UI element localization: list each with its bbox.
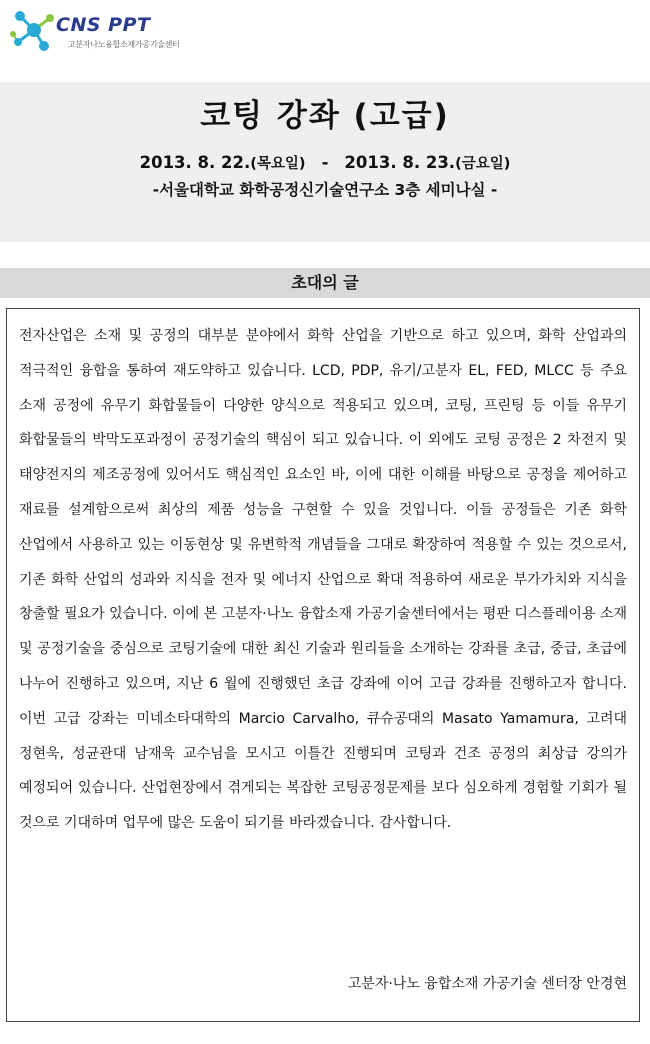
start-date: 2013. 8. 22. [139,153,251,172]
page-title: 코팅 강좌 (고급) [200,98,450,134]
logo-brand-text: CNS PPT [56,14,151,36]
section-heading: 초대의 글 [0,268,650,298]
end-date: 2013. 8. 23. [344,153,456,172]
end-day: (금요일) [455,156,511,172]
molecule-logo-icon [10,6,58,54]
start-day: (목요일) [250,156,306,172]
letter-signature: 고분자·나노 융합소재 가공기술 센터장 안경현 [347,976,627,992]
letter-box [6,308,640,1022]
event-dates [0,152,650,173]
date-separator: - [321,153,329,172]
logo-subtitle: 고분자나노융합소재가공기술센터 [68,40,180,49]
letter-body: 전자산업은 소재 및 공정의 대부분 분야에서 화학 산업을 기반으로 하고 있으며, 화학 산업과의 적극적인 융합을 통하여 재도약하고 있습니다. LCD, PDP, 유기/고분자 EL, FED, MLCC 등 주요 소재 공정에 유무기 화합물들이 다양한 양식으로 적용되고 있으며, 코팅, 프린팅 등 이들 유무기 화합물들의 박막도포과정이 공정기술의 핵심이 되고 있습니다. 이 외에도 코팅 공정은 2 차전지 및 태양전지의 제조공정에 있어서도 핵심적인 요소인 바, 이에 대한 이해를 바탕으로 공정을 제어하고 재료를 설계함으로써 최상의 제품 성능을 구현할 수 있을 것입니다. 이들 공정들은 기존 화학 산업에서 사용하고 있는 이동현상 및 유변학적 개념들을 그대로 확장하여 적용할 수 있는 것으로서, 기존 화학 산업의 성과와 지식을 전자 및 에너지 산업으로 확대 적용하여 새로운 부가가치와 지식을 창출할 필요가 있습니다. 이에 본 고분자·나노 융합소재 가공기술센터에서는 평판 디스플레이용 소재 및 공정기술을 중심으로 코팅기술에 대한 최신 기술과 원리들을 소개하는 강좌를 초급, 중급, 초급에 나누어 진행하고 있으며, 지난 6 월에 진행했던 초급 강좌에 이어 고급 강좌를 진행하고자 합니다. 이번 고급 강좌는 미네소타대학의 Marcio Carvalho, 큐슈공대의 Masato Yamamura, 고려대 정현욱, 성균관대 남재욱 교수님을 모시고 이틀간 진행되며 코팅과 건조 공정의 최상급 강의가 예정되어 있습니다. 산업현장에서 겪게되는 복잡한 코팅공정문제를 보다 심오하게 경험할 기회가 될 것으로 기대하며 업무에 많은 도움이 되기를 바라겠습니다. 감사합니다. [19,328,627,832]
logo [10,6,210,54]
event-venue: -서울대학교 화학공정신기술연구소 3층 세미나실 - [152,181,498,199]
